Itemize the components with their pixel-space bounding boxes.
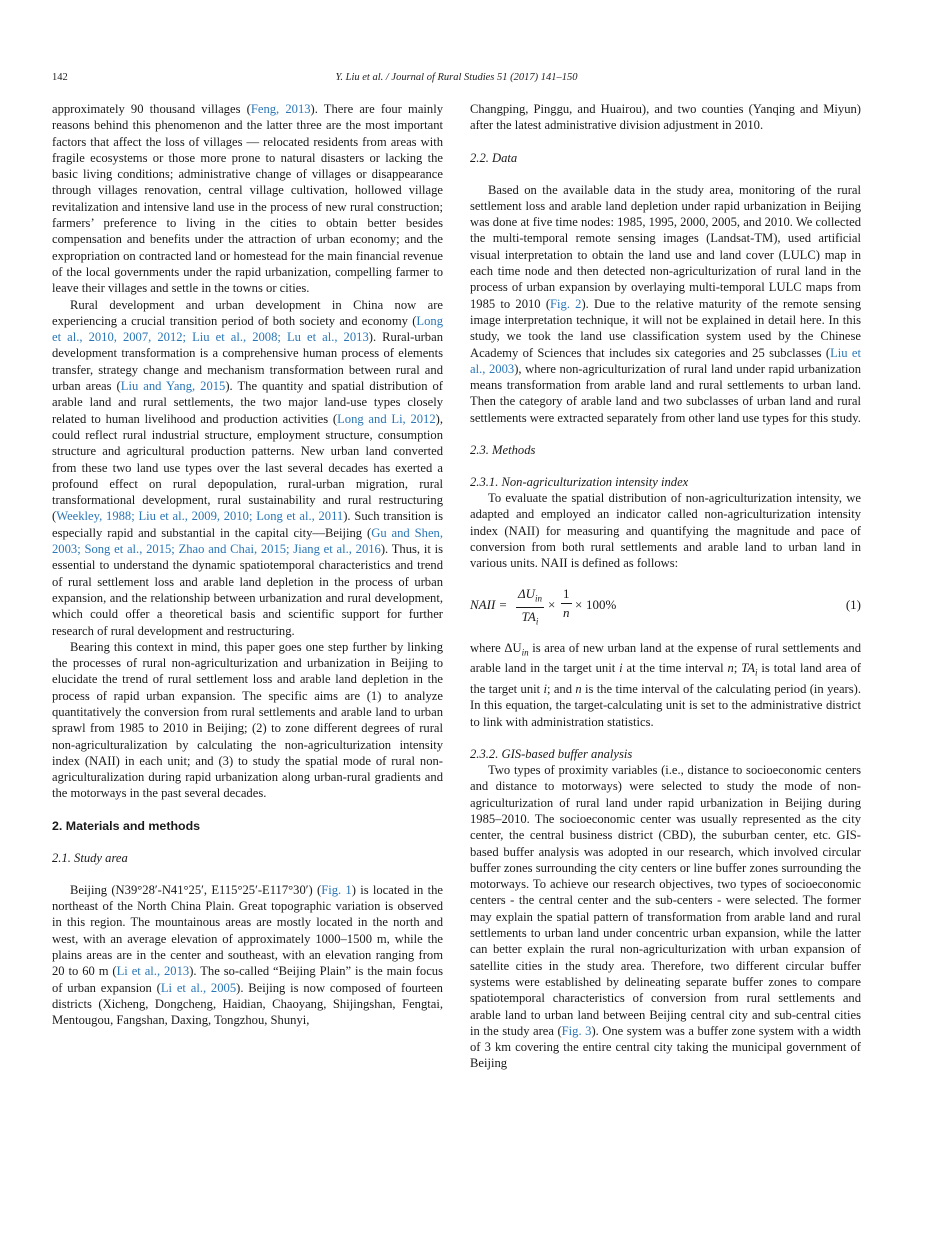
subsection-heading: 2.1. Study area	[52, 850, 128, 865]
paragraph: Beijing (N39°28′-N41°25′, E115°25′-E117°30′) (Fig. 1) is located in the northeast of the North China Plain. Great topographic variation is observed in this region. The mountainous areas are mostly located in the north and west, with an average elevation of approximately 1000–1500 m, while the plains areas are in the center and southeast, with an elevation ranging from 20 to 60 m (Li et al., 2013). The so-called “Beijing Plain” is the main focus of urban expansion (Li et al., 2005). Beijing is now composed of fourteen districts (Xicheng, Dongcheng, Haidian, Chaoyang, Shijingshan, Fengtai, Mentougou, Fangshan, Daxing, Tongzhou, Shunyi,	[52, 882, 443, 1028]
section-heading: 2. Materials and methods	[52, 818, 201, 833]
math-subscript: in	[521, 647, 529, 658]
paragraph: Based on the available data in the study area, monitoring of the rural settlement loss and arable land depletion under rapid urbanization in Beijing was done at five time nodes: 1985, 1995, 2000, 2005, and 2010. We collected the multi-temporal remote sensing images (Landsat-TM), used artificial visual interpretation to obtain the land use and land cover (LULC) map in each time node and then detected non-agriculturization of rural land in the process of urban expansion by overlaying multi-temporal LULC maps from 1985 to 2010 (Fig. 2). Due to the relative maturity of the remote sensing image interpretation technique, it will not be explained in detail here. In this study, we took the land use classification system used by the Chinese Academy of Sciences that includes six categories and 25 subclasses (Liu et al., 2003), where non-agriculturization of rural land under rapid urbanization means transformation from arable land and rural settlements to urban land. Then the category of arable land and two subclasses of urban land and rural settlements were extracted separately from other land use types for this study.	[470, 182, 861, 425]
paragraph: where $\Delta U_{in}$ is area of new urban land at the expense of rural settlements and arable land in the target unit i at the time interval n; $TA_i$ is total land area of the target unit i; and n is the time interval of the calculating period (in years). In this equation, the target-calculating unit is set to the administrative district to link with administration statistics.	[470, 640, 862, 729]
equation-number: (1)	[845, 596, 861, 612]
citation-link[interactable]: Fig. 1	[321, 882, 352, 897]
running-header	[52, 72, 861, 88]
citation-link[interactable]: Weekley, 1988; Liu et al., 2009, 2010; Long et al., 2011	[56, 509, 344, 524]
paragraph: Changping, Pinggu, and Huairou), and two counties (Yanqing and Miyun) after the latest administrative division adjustment in 2010.	[470, 102, 861, 133]
math-variable: n	[575, 682, 582, 697]
fraction-time: $\frac{1}{n}$	[563, 585, 570, 620]
citation-link[interactable]: Fig. 3	[561, 1023, 592, 1038]
percent-value: 100%	[586, 596, 617, 612]
citation-link[interactable]: Li et al., 2005	[160, 980, 237, 995]
equation-lhs: NAII =	[470, 596, 508, 612]
math-variable: n	[727, 661, 734, 676]
math-variable: i	[543, 682, 547, 697]
journal-citation: Y. Liu et al. / Journal of Rural Studies 51 (2017) 141–150	[335, 72, 578, 83]
subsubsection-heading: 2.3.1. Non-agriculturization intensity index	[470, 475, 689, 490]
subsection-heading: 2.3. Methods	[470, 443, 536, 458]
paragraph: Bearing this context in mind, this paper goes one step further by linking the processes of rural non-agriculturization and urbanization in Beijing to elucidate the trend of rural settlement loss and arable land depletion in the process of rapid urban expansion. The specific aims are (1) to analyze quantitatively the conversion from rural settlements and arable land to urban sprawl from 1985 to 2010 in Beijing; (2) to zone different degrees of rural non-agriculturalization by calculating the non-agriculturization intensity index (NAII) in each unit; and (3) to study the spatial mode of rural non-agriculturalization during rapid urbanization along urban-rural gradients and the motorways in the past several decades.	[52, 639, 443, 801]
citation-link[interactable]: Li et al., 2013	[116, 964, 190, 979]
page-number: 142	[52, 72, 68, 83]
paragraph: Rural development and urban development in China now are experiencing a crucial transition period of both society and economy (Long et al., 2010, 2007, 2012; Liu et al., 2008; Lu et al., 2013). Rural-urban development transformation is a comprehensive human process of elements transfer, strategy change and mechanism transformation between rural and urban areas (Liu and Yang, 2015). The quantity and spatial distribution of arable land and rural settlements, the two major land-use types closely related to human livelihood and production activities (Long and Li, 2012), could reflect rural industrial structure, employment structure, consumption structure and agricultural production patterns. New urban land converted from these two land use types over the last several decades has exerted a profound effect on rural depopulation, rural-urban migration, rural transformational development, rural sustainability and rural restructuring (Weekley, 1988; Liu et al., 2009, 2010; Long et al., 2011). Such transition is especially rapid and substantial in the capital city—Beijing (Gu and Shen, 2003; Song et al., 2015; Zhao and Chai, 2015; Jiang et al., 2016). Thus, it is essential to understand the dynamic spatiotemporal characteristics and trend of rural settlement loss and arable land depletion in the process of urban expansion, and the relationship between urbanization and rural development, which could offer a theoretical basis and scientific support for further research of rural development and restructuring.	[52, 297, 444, 638]
citation-link[interactable]: Liu et al., 2003	[470, 345, 861, 376]
paragraph: Two types of proximity variables (i.e., distance to socioeconomic centers and distance to motorways) were selected to study the mode of non-agriculturization of rural land under rapid urbanization in Beijing during 1985–2010. The socioeconomic center was usually represented as the city center, the central business district (CBD), the suburban center, etc. GIS-based buffer analysis was adopted in our research, which involved circular buffer zones surrounding the city centers or line buffer zones surrounding the motorways. To achieve our research objectives, two types of socioeconomic centers - the central center and the sub-centers - were selected. The former may explain the spatial pattern of transformation from arable land and rural settlements to urban land under concentric urban expansion, while the latter can better explain the rural non-agriculturization with urban expansion of satellite cities in the study area. Therefore, two different circular buffer systems were established by delineating separate buffer zones to compare spatiotemporal characteristics of conversion from rural settlements and arable land to urban land between Beijing central city and sub-central cities in the study area (Fig. 3). One system was a buffer zone system with a width of 3 km covering the entire central city taking the municipal government of Beijing	[470, 763, 861, 1071]
paragraph: approximately 90 thousand villages (Feng, 2013). There are four mainly reasons behind this phenomenon and the latter three are the most important factors that affect the loss of villages — relocated residents from areas with fragile ecosystems or those more prone to natural disasters or lacking the basic living conditions; administrative change of villages or disappearance through villages renovation, central village cultivation, hollowed village revitalization and intensive land use in the process of new rural construction; farmers’ preference to living in the cities to obtain better besides compensation and benefits under the attraction of urban economy; and the expropriation on contracted land or homestead for the main financial revenue of the local governments under the rapid urbanization, compelling farmer to leave their villages and settle in the towns or cities.	[52, 102, 443, 296]
citation-link[interactable]: Gu and Shen, 2003; Song et al., 2015; Zhao and Chai, 2015; Jiang et al., 2016	[52, 525, 443, 557]
citation-link[interactable]: Feng, 2013	[250, 102, 311, 116]
citation-link[interactable]: Fig. 2	[550, 296, 582, 311]
left-column	[52, 101, 443, 1028]
right-column	[470, 101, 861, 1072]
math-subscript: i	[755, 667, 758, 678]
fraction-main: $\Delta U_{in}$ $TA_i$	[518, 585, 543, 627]
math-variable: TA	[741, 661, 755, 676]
times-sign: ×	[548, 596, 556, 612]
citation-link[interactable]: Liu and Yang, 2015	[120, 379, 226, 394]
subsection-heading: 2.2. Data	[470, 150, 518, 165]
paragraph: To evaluate the spatial distribution of non-agriculturization intensity, we adapted and employed an indicator called non-agriculturization intensity index (NAII) for measuring and quantifying the magnitude and pace of conversion from both rural settlements and arable land to urban land in various units. NAII is defined as follows:	[470, 491, 861, 571]
citation-link[interactable]: Long and Li, 2012	[337, 411, 436, 426]
times-sign: ×	[575, 596, 583, 612]
equation	[470, 582, 861, 630]
math-variable: i	[619, 661, 623, 676]
subsubsection-heading: 2.3.2. GIS-based buffer analysis	[470, 747, 633, 762]
citation-link[interactable]: Long et al., 2010, 2007, 2012; Liu et al., 2008; Lu et al., 2013	[52, 313, 443, 345]
